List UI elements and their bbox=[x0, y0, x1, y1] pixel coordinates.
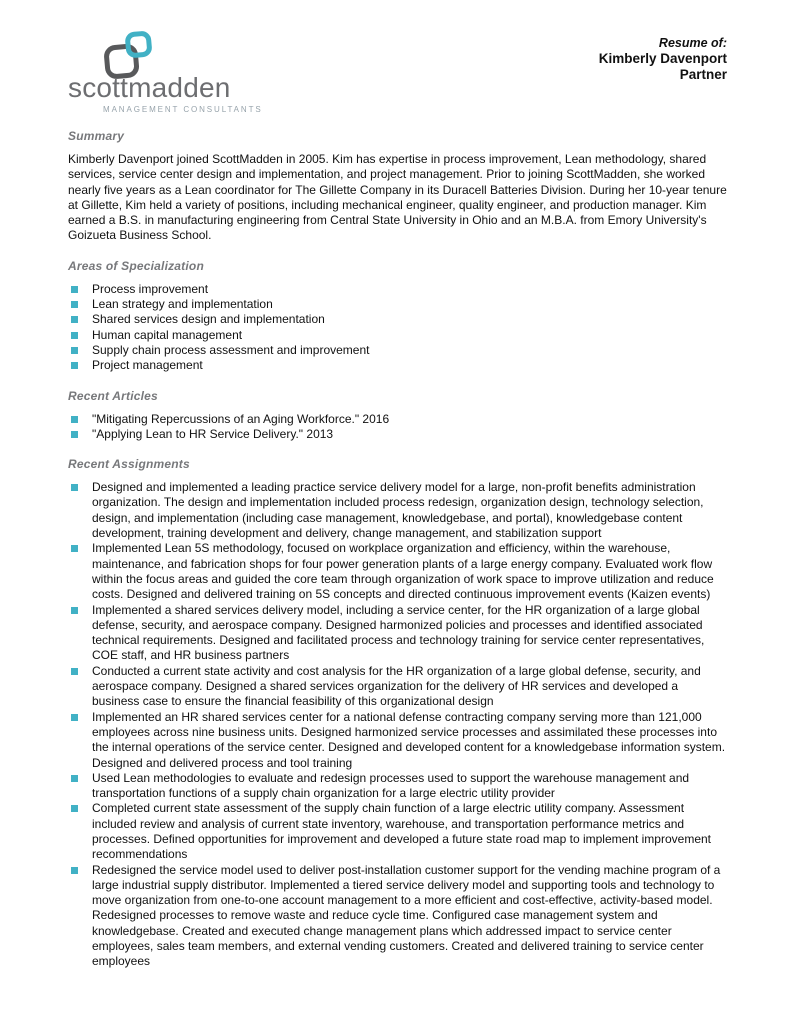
section-articles bbox=[68, 389, 727, 443]
square-bullet-icon bbox=[71, 668, 78, 675]
list-item-text: Conducted a current state activity and cost analysis for the HR organization of a large global defense, security, and aerospace company. Designed a shared services organization for the delivery of HR services and developed a business case to ensure the financial feasibility of this organizational design bbox=[92, 663, 701, 709]
list-item bbox=[68, 358, 727, 373]
list-item-text: Human capital management bbox=[92, 327, 243, 342]
list-item bbox=[68, 603, 727, 664]
scottmadden-logo bbox=[68, 30, 263, 114]
square-bullet-icon bbox=[71, 545, 78, 552]
list-item bbox=[68, 427, 727, 442]
square-bullet-icon bbox=[71, 332, 78, 339]
list-item bbox=[68, 710, 727, 771]
list-item bbox=[68, 297, 727, 312]
list-item-text: Used Lean methodologies to evaluate and redesign processes used to support the warehouse management and transportation functions of a supply chain organization for a large electric utility provider bbox=[92, 770, 690, 801]
list-item-text: Implemented a shared services delivery model, including a service center, for the HR organization of a large global defense, security, and aerospace company. Designed harmonized policies and processes and identified associated technical requirements. Designed and facilitated process and technology training for service center representatives, COE staff, and HR business partners bbox=[92, 602, 705, 663]
resume-of-block bbox=[599, 30, 727, 83]
section-heading-specialization: Areas of Specialization bbox=[68, 258, 204, 273]
list-item-text: Implemented Lean 5S methodology, focused on workplace organization and efficiency, within the warehouse, maintenance, and fabrication shops for four power generation plants of a large energy company. Evaluated work flow within the focus areas and guided the core team through organization of work space to improve utilization and reduce costs. Designed and delivered training on 5S concepts and directed continuous improvement events (Kaizen events) bbox=[92, 541, 714, 602]
list-item-text: "Mitigating Repercussions of an Aging Workforce." 2016 bbox=[92, 411, 390, 426]
header bbox=[68, 30, 727, 114]
articles-list bbox=[68, 412, 727, 443]
list-item bbox=[68, 328, 727, 343]
list-item-text: Shared services design and implementation bbox=[92, 312, 325, 327]
section-heading-assignments: Recent Assignments bbox=[68, 457, 190, 472]
list-item bbox=[68, 771, 727, 802]
person-name: Kimberly Davenport bbox=[598, 51, 727, 66]
specialization-list bbox=[68, 282, 727, 374]
list-item bbox=[68, 801, 727, 862]
square-bullet-icon bbox=[71, 416, 78, 423]
list-item bbox=[68, 480, 727, 541]
list-item bbox=[68, 282, 727, 297]
list-item-text: Project management bbox=[92, 358, 203, 373]
list-item-text: Designed and implemented a leading practice service delivery model for a large, non-profit benefits administration organization. The design and implementation included process redesign, organization design, technology selection, design, and implementation (including case management, knowledgebase, and portal), knowledgebase content development, training development and delivery, change management, and stabilization support bbox=[92, 480, 704, 541]
brand-tagline: MANAGEMENT CONSULTANTS bbox=[103, 105, 263, 114]
square-bullet-icon bbox=[71, 286, 78, 293]
list-item bbox=[68, 412, 727, 427]
section-assignments bbox=[68, 457, 727, 970]
square-bullet-icon bbox=[71, 347, 78, 354]
square-bullet-icon bbox=[71, 805, 78, 812]
list-item-text: Redesigned the service model used to deliver post-installation customer support for the vending machine program of a large industrial supply distributor. Implemented a tiered service delivery model and supporting tools and technology to move organization from one-to-one account management to a more efficient and cost-effective, activity-based model. Redesigned processes to remove waste and reduce cycle time. Configured case management system and knowledgebase. Created and executed change management plans which addressed impact to service center employees, sales team members, and external vending customers. Created and delivered training to service center employees bbox=[92, 862, 721, 969]
square-bullet-icon bbox=[71, 484, 78, 491]
brand-name: scottmadden bbox=[68, 72, 231, 103]
square-bullet-icon bbox=[71, 775, 78, 782]
person-title: Partner bbox=[679, 67, 727, 83]
section-specialization bbox=[68, 259, 727, 374]
square-bullet-icon bbox=[71, 714, 78, 721]
list-item-text: Process improvement bbox=[92, 281, 209, 296]
square-bullet-icon bbox=[71, 362, 78, 369]
section-heading-articles: Recent Articles bbox=[68, 388, 158, 403]
resume-of-label: Resume of: bbox=[658, 36, 727, 50]
square-bullet-icon bbox=[71, 301, 78, 308]
list-item-text: Lean strategy and implementation bbox=[92, 297, 273, 312]
list-item bbox=[68, 863, 727, 970]
list-item-text: Implemented an HR shared services center for a national defense contracting company serving more than 121,000 employees across nine business units. Designed harmonized service processes and assimilated these processes into the internal operations of the service center. Designed and developed content for a knowledgebase information system. Designed and delivered process and tool training bbox=[92, 709, 726, 770]
list-item bbox=[68, 541, 727, 602]
section-summary bbox=[68, 129, 727, 244]
assignments-list bbox=[68, 480, 727, 970]
square-bullet-icon bbox=[71, 431, 78, 438]
list-item-text: "Applying Lean to HR Service Delivery." 2013 bbox=[92, 426, 334, 441]
list-item bbox=[68, 312, 727, 327]
list-item-text: Supply chain process assessment and improvement bbox=[92, 342, 370, 357]
square-bullet-icon bbox=[71, 867, 78, 874]
square-bullet-icon bbox=[71, 607, 78, 614]
square-bullet-icon bbox=[71, 316, 78, 323]
summary-text: Kimberly Davenport joined ScottMadden in 2005. Kim has expertise in process improvement, Lean methodology, shared services, service center design and implementation, and project management. Prior to joining ScottMadden, she worked nearly five years as a Lean coordinator for The Gillette Company in its Duracell Batteries Division. During her 10-year tenure at Gillette, Kim held a variety of positions, including mechanical engineer, quality engineer, and production manager. Kim earned a B.S. in manufacturing engineering from Central State University in Ohio and an M.B.A. from Emory University's Goizueta Business School. bbox=[68, 152, 727, 243]
list-item-text: Completed current state assessment of the supply chain function of a large electric utility company. Assessment included review and analysis of current state inventory, warehouse, and transportation performance metrics and processes. Defined opportunities for improvement and developed a future state road map to implement improvement recommendations bbox=[92, 801, 711, 862]
list-item bbox=[68, 343, 727, 358]
section-heading-summary: Summary bbox=[68, 129, 125, 143]
list-item bbox=[68, 664, 727, 710]
